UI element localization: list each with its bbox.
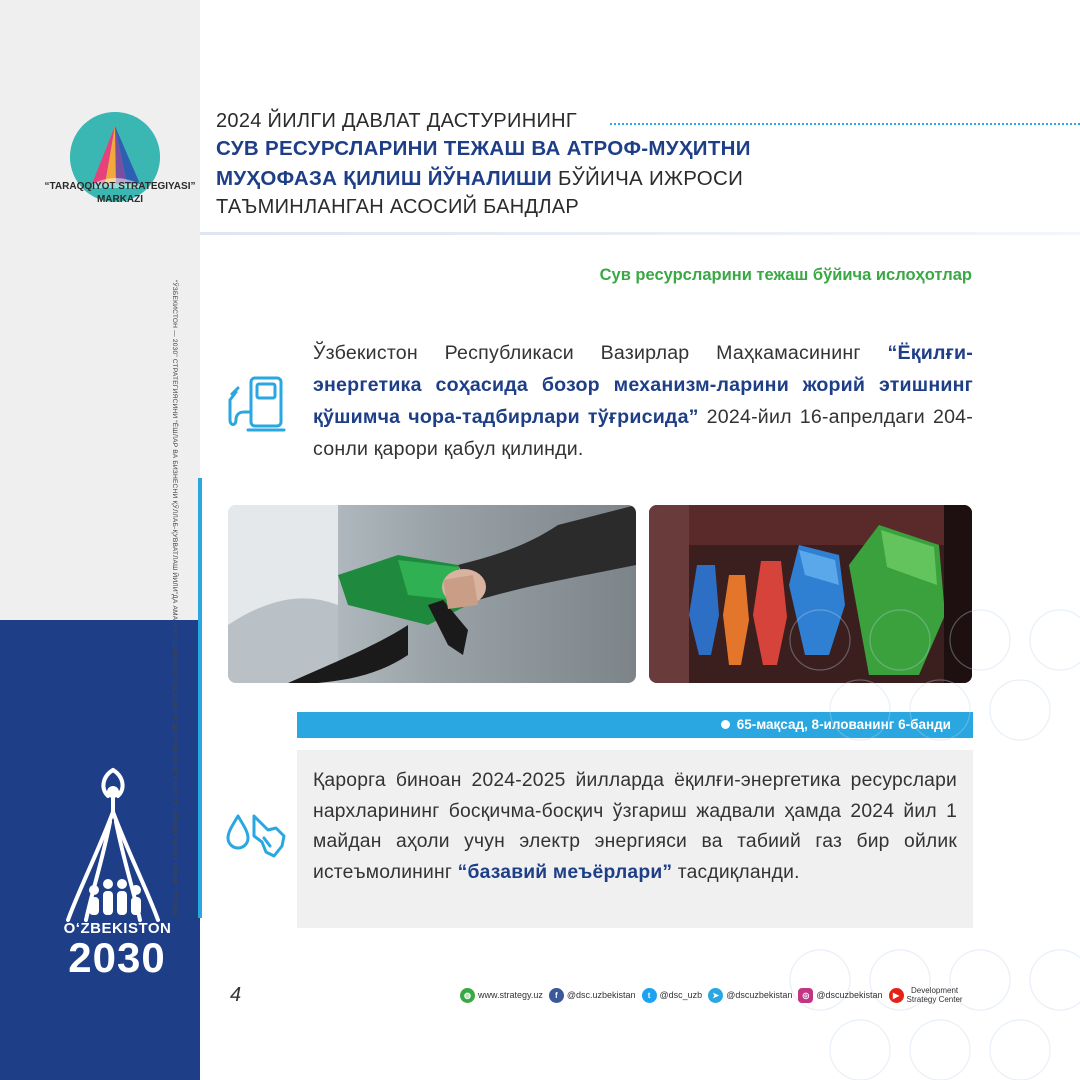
decision-text-part1: Қарорга биноан 2024-2025 йилларда ёқилғи-энергетика ресурслари нархларининг босқичма-босқич ўзгариш жадвали ҳамда 2024 йил 1 майдан аҳоли учун электр энергияси ва табиий газ бир ойлик истеъмолининг [313, 770, 957, 883]
logo-text-line1: “TARAQQIYOT STRATEGIYASI” [44, 181, 196, 192]
header-line3-bold: МУҲОФАЗА ҚИЛИШ ЙЎНАЛИШИ [216, 167, 552, 190]
brand-name [907, 986, 963, 1004]
reference-text: 65-мақсад, 8-илованинг 6-банди [736, 717, 951, 732]
header-dotted-line [610, 123, 1080, 125]
telegram-text: @dscuzbekistan [726, 990, 793, 1000]
decree-title: “Ёқилғи-энергетика соҳасида бозор механизм-ларини жорий этишнинг қўшимча чора-тадбирлари тўғрисида” [313, 342, 973, 428]
background-ornament-pattern [700, 600, 1080, 1080]
facebook-link[interactable] [549, 988, 636, 1003]
website-text: www.strategy.uz [478, 990, 543, 1000]
dsc-logo-text [40, 180, 200, 206]
instagram-link[interactable] [798, 988, 882, 1003]
header-line1: 2024 ЙИЛГИ ДАВЛАТ ДАСТУРИНИНГ [216, 110, 578, 132]
logo-text-line2: MARKAZI [96, 194, 144, 205]
twitter-icon: t [642, 988, 657, 1003]
instagram-text: @dscuzbekistan [816, 990, 883, 1000]
facebook-text: @dsc.uzbekistan [566, 990, 636, 1000]
globe-icon: ◍ [460, 988, 475, 1003]
header-line3-rest: БЎЙИЧА ИЖРОСИ [551, 167, 744, 190]
vertical-caption: “ЎЗБЕКИСТОН — 2030” СТРАТЕГИЯСИНИ “ЁШЛАР ВА БИЗНЕСНИ ҚЎЛЛАБ-ҚУВВАТЛАШ ЙИЛИ”ДА АМАЛГА ОШИРИШГА ОИД ДАВЛАТ ДАСТУРИНИНГ ИЖРОСИ БЎЙИЧА ИНФОГРАФИК ТЎПЛАМ [171, 280, 178, 916]
fuel-nozzle-photo [228, 505, 636, 683]
decision-text-part2: тасдиқланди. [672, 861, 800, 883]
header-line2: СУВ РЕСУРСЛАРИНИ ТЕЖАШ ВА АТРОФ-МУҲИТНИ [216, 137, 751, 160]
brand-line2: Strategy Center [906, 995, 963, 1004]
footer-links [460, 984, 963, 1006]
youtube-link[interactable] [889, 986, 963, 1004]
sidebar-accent-line [198, 478, 202, 918]
emblem-year: 2030 [68, 934, 166, 981]
emblem-label: O‘ZBEKISTON [63, 920, 172, 937]
decision-bold-term: “базавий меъёрлари” [457, 861, 673, 883]
website-link[interactable] [460, 988, 543, 1003]
header-line3 [216, 167, 743, 191]
page-number: 4 [230, 984, 242, 1006]
brand-line1: Development [910, 986, 959, 995]
decree-text-part1: Ўзбекистон Республикаси Вазирлар Маҳкамасининг [313, 342, 888, 364]
uzbekistan-2030-emblem-icon [58, 762, 168, 930]
telegram-link[interactable] [708, 988, 792, 1003]
header-underline [200, 232, 1080, 235]
fuel-pump-icon [224, 372, 290, 438]
facebook-icon: f [549, 988, 564, 1003]
twitter-link[interactable] [642, 988, 703, 1003]
section-title: Сув ресурсларини тежаш бўйича ислоҳотлар [599, 266, 972, 284]
youtube-icon: ▶ [889, 988, 904, 1003]
twitter-text: @dsc_uzb [659, 990, 703, 1000]
decree-text-part2: 2024-йил 16-апрелдаги 204-сонли қарори қабул қилинди. [313, 406, 973, 460]
instagram-icon: ◎ [798, 988, 813, 1003]
decree-paragraph [313, 337, 973, 465]
telegram-icon: ➤ [708, 988, 723, 1003]
fuel-drop-nozzle-icon [224, 806, 290, 866]
header-line4: ТАЪМИНЛАНГАН АСОСИЙ БАНДЛАР [216, 196, 580, 218]
